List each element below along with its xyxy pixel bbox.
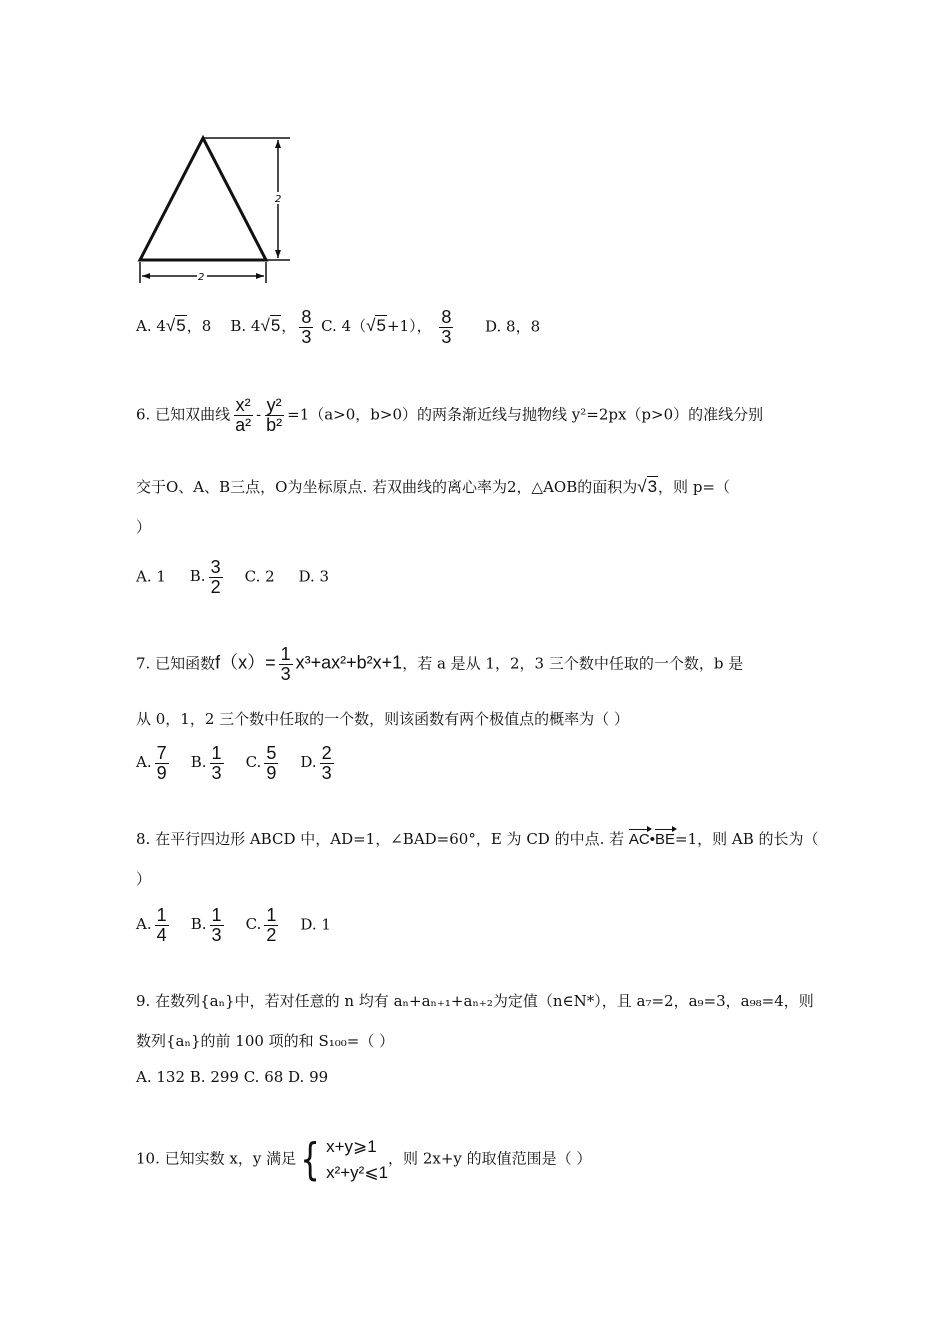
vector-be: BE bbox=[655, 831, 676, 848]
height-arrow-bottom bbox=[275, 250, 281, 258]
q7-options bbox=[136, 744, 337, 783]
q5-option-b[interactable]: B. 4√5， $\frac{8}{3}$ bbox=[230, 307, 312, 347]
q7-line1: 7. 已知函数f（x）= $\frac{1}{3}$ x³+ax²+b²x+1，若 a 是从 1，2，3 三个数中任取的一个数，b 是 bbox=[136, 644, 744, 684]
height-label: 2 bbox=[275, 194, 282, 205]
q8-option-d[interactable]: D. 1 bbox=[300, 915, 331, 934]
q8-option-a[interactable]: A. $\frac{1}{4}$ bbox=[136, 905, 167, 945]
q8-line1: 8. 在平行四边形 ABCD 中，AD=1，∠BAD=60°，E 为 CD 的中点. 若 AC•BE=1，则 AB 的长为（ bbox=[136, 830, 819, 848]
vector-ac: AC bbox=[628, 831, 650, 848]
triangle-figure bbox=[130, 130, 300, 294]
q9-line1: 9. 在数列{aₙ}中，若对任意的 n 均有 aₙ+aₙ₊₁+aₙ₊₂为定值（n∈N*），且 a₇=2，a₉=3，a₉₈=4，则 bbox=[136, 992, 814, 1010]
q6-option-a[interactable]: A. 1 bbox=[136, 567, 166, 586]
q6-option-c[interactable]: C. 2 bbox=[244, 567, 275, 586]
base-arrow-right bbox=[256, 273, 264, 279]
q6-line3: ） bbox=[136, 518, 152, 536]
q5-option-d[interactable]: D. 8，8 bbox=[485, 317, 541, 336]
q10-line1: 10. 已知实数 x，y 满足 { x+y⩾1 x²+y²⩽1 ，则 2x+y 的取值范围是（ ） bbox=[136, 1133, 592, 1185]
q6-line2: 交于O、A、B三点，O为坐标原点. 若双曲线的离心率为2，△AOB的面积为√3，则 p=（ bbox=[136, 477, 730, 496]
q6-option-b[interactable]: B. $\frac{3}{2}$ bbox=[189, 557, 221, 597]
q7-line2: 从 0，1，2 三个数中任取的一个数，则该函数有两个极值点的概率为（ ） bbox=[136, 710, 629, 728]
q7-option-b[interactable]: B. $\frac{1}{3}$ bbox=[190, 743, 222, 783]
triangle-outline bbox=[140, 138, 266, 260]
q7-option-c[interactable]: C. $\frac{5}{9}$ bbox=[245, 743, 277, 783]
q8-option-c[interactable]: C. $\frac{1}{2}$ bbox=[245, 905, 277, 945]
q8-options bbox=[136, 906, 331, 945]
q5-option-a[interactable]: A. 4√5，8 bbox=[136, 316, 212, 336]
q8-line2: ） bbox=[136, 870, 152, 888]
q9-options: A. 132 B. 299 C. 68 D. 99 bbox=[136, 1068, 329, 1086]
q6-option-d[interactable]: D. 3 bbox=[298, 567, 330, 586]
q9-line2: 数列{aₙ}的前 100 项的和 S₁₀₀=（ ） bbox=[136, 1032, 395, 1050]
q5-option-c[interactable]: C. 4（√5+1）， $\frac{8}{3}$ bbox=[321, 307, 452, 347]
q6-options bbox=[136, 558, 329, 597]
height-arrow-top bbox=[275, 140, 281, 148]
base-arrow-left bbox=[142, 273, 150, 279]
q8-option-b[interactable]: B. $\frac{1}{3}$ bbox=[190, 905, 222, 945]
q5-options bbox=[136, 308, 540, 347]
base-label: 2 bbox=[198, 272, 205, 283]
q7-option-a[interactable]: A. $\frac{7}{9}$ bbox=[136, 743, 167, 783]
q6-line1: 6. 已知双曲线 $\frac{\text{x²}}{\text{a²}}$ - $\frac{\text{y²}}{\text{b²}}$ =1（a>0，b>0）的两条渐近线与抛物线 y²=2px（p>0）的准线分别 bbox=[136, 395, 764, 435]
q10-constraint-system: { x+y⩾1 x²+y²⩽1 bbox=[300, 1133, 389, 1185]
q7-option-d[interactable]: D. $\frac{2}{3}$ bbox=[300, 743, 332, 783]
triangle-diagram bbox=[130, 130, 300, 290]
